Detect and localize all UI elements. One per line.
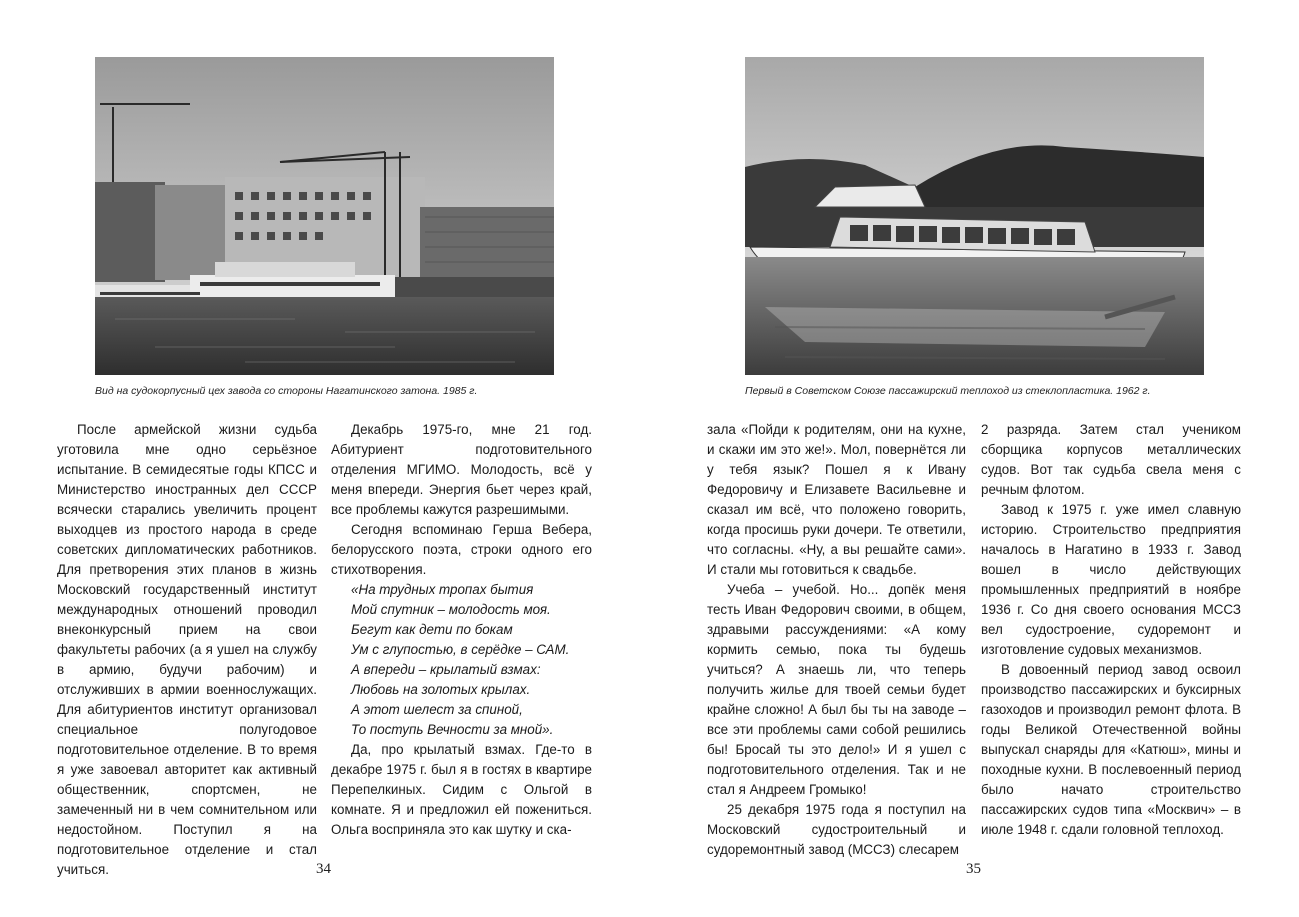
verse-line: Бегут как дети по бокам: [351, 622, 513, 637]
paragraph: зала «Пойди к родителям, они на кухне, и скажи им это же!». Мол, повернётся ли у тебя язык? Пошел я к Ивану Федоровичу и Елизавете Васильевне и сказал им всё, что положено говорить, когда просишь руки дочери. Те ответили, что согласны. «Ну, а вы решайте сами». И стали мы готовиться к свадьбе.: [707, 422, 966, 577]
paragraph: Да, про крылатый взмах. Где-то в декабре 1975 г. был я в гостях в квартире Перепелкиных. Сидим с Ольгой в комнате. Я и предложил ей пожениться. Ольга восприняла это как шутку и ска-: [331, 742, 592, 837]
page-number-right: 35: [966, 861, 981, 877]
paragraph: После армейской жизни судьба уготовила мне одно серьёзное испытание. В семидесятые годы КПСС и Министерство иностранных дел СССР всячески старались увеличить процент выходцев из простого народа в среде советских дипломатических работников. Для претворения этих планов в жизнь Московский государственный институт международных отношений проводил внеконкурсный прием на свои факультеты рабочих (а я ушел на службу в армию, будучи рабочим) и отслуживших в армии военнослужащих. Для абитуриентов институт организовал специальное полугодовое подготовительное отделение. В то время я уже завоевал авторитет как активный общественник, спортсмен, не замеченный ни в чем сомнительном или недостойном. Поступил я на подготовительное отделение и стал учиться.: [57, 422, 317, 877]
right-photo-caption: Первый в Советском Союзе пассажирский теплоход из стеклопластика. 1962 г.: [745, 385, 1151, 397]
left-column-2: [331, 420, 592, 840]
paragraph: 2 разряда. Затем стал учеником сборщика корпусов металлических судов. Вот так судьба свела меня с речным флотом.: [981, 422, 1241, 497]
paragraph: В довоенный период завод освоил производство пассажирских и буксирных газоходов и производил ремонт флота. В годы Великой Отечественной войны выпускал снаряды для «Катюш», мины и походные кухни. В послевоенный период было начато строительство пассажирских судов типа «Москвич» – в июле 1948 г. сдали головной теплоход.: [981, 662, 1241, 837]
verse-line: Любовь на золотых крылах.: [351, 682, 531, 697]
right-column-2: [981, 420, 1241, 840]
verse-line: «На трудных тропах бытия: [351, 582, 534, 597]
verse-line: А впереди – крылатый взмах:: [351, 662, 541, 677]
left-photo-caption: Вид на судокорпусный цех завода со стороны Нагатинского затона. 1985 г.: [95, 385, 478, 397]
shipyard-photo: [95, 57, 554, 375]
paragraph: 25 декабря 1975 года я поступил на Московский судостроительный и судоремонтный завод (МССЗ) слесарем: [707, 802, 966, 857]
verse-line: А этот шелест за спиной,: [351, 702, 523, 717]
paragraph: Учеба – учебой. Но... допёк меня тесть Иван Федорович своими, в общем, здравыми рассуждениями: «А кому кормить семью, пока ты будешь учиться? А знаешь ли, что теперь получить жилье для твоей семьи будет крайне сложно! А был бы ты на заводе – все эти проблемы сами собой решились бы! Бросай ты это дело!» И я ушел с подготовительного отделения. Так и не стал я Андреем Громыко!: [707, 582, 966, 797]
right-column-1: [707, 420, 966, 860]
verse-line: Ум с глупостью, в серёдке – САМ.: [351, 642, 570, 657]
paragraph: Завод к 1975 г. уже имел славную историю. Строительство предприятия началось в Нагатино в 1933 г. Завод вошел в число действующих промышленных предприятий в ноябре 1936 г. Со дня своего основания МССЗ вел судостроение, судоремонт и изготовление судовых механизмов.: [981, 502, 1241, 657]
left-column-1: [57, 420, 317, 880]
boat-photo: [745, 57, 1204, 375]
page-number-left: 34: [316, 861, 331, 877]
verse-line: То поступь Вечности за мной».: [351, 722, 554, 737]
paragraph: Декабрь 1975-го, мне 21 год. Абитуриент подготовительного отделения МГИМО. Молодость, всё у меня впереди. Энергия бьет через край, все проблемы кажутся разрешимыми.: [331, 422, 592, 517]
verse-line: Мой спутник – молодость моя.: [351, 602, 551, 617]
paragraph: Сегодня вспоминаю Герша Вебера, белорусского поэта, строки одного его стихотворения.: [331, 522, 592, 577]
